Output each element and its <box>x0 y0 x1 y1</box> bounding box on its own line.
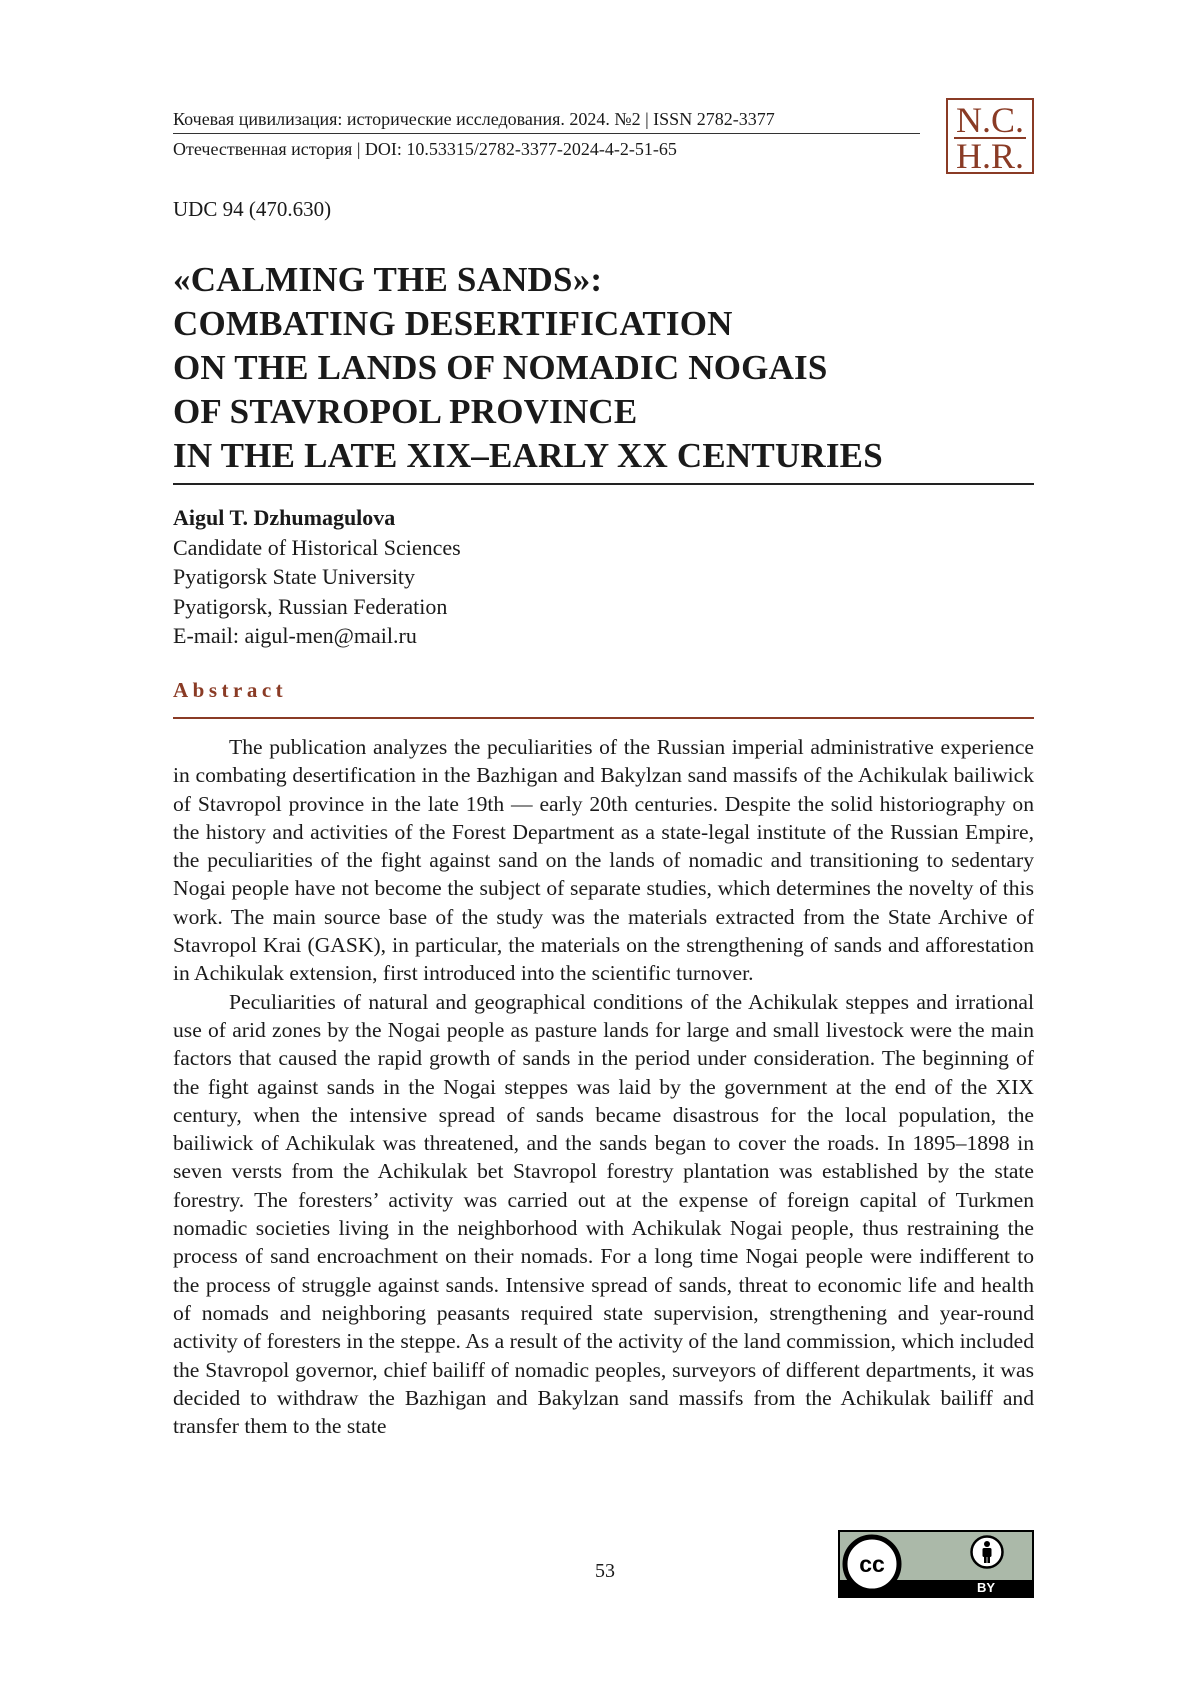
author-degree: Candidate of Historical Sciences <box>173 534 461 560</box>
abstract-paragraph: The publication analyzes the peculiarities of the Russian imperial administrative experience in combating desertification in the Bazhigan and Bakylzan sand massifs of the Achikulak bailiwick of Stavropol province in the late 19th — early 20th centuries. Despite the solid historiography on the history and activities of the Forest Department as a state-legal institute of the Russian Empire, the peculiarities of the fight against sand on the lands of nomadic and transitioning to sedentary Nogai people have not become the subject of separate studies, which determines the novelty of this work. The main source base of the study was the materials extracted from the State Archive of Stavropol Krai (GASK), in particular, the materials on the strengthening of sands and afforestation in Achikulak extension, first introduced into the scientific turnover. <box>173 735 1034 986</box>
article-title <box>173 258 1033 478</box>
running-header <box>173 106 920 162</box>
svg-text:cc: cc <box>859 1551 885 1577</box>
license-badge-inner <box>840 1532 1032 1596</box>
license-badge[interactable] <box>838 1530 1034 1598</box>
title-line: OF STAVROPOL PROVINCE <box>173 392 638 431</box>
header-divider <box>173 133 920 134</box>
title-divider <box>173 483 1034 485</box>
udc-code: UDC 94 (470.630) <box>173 197 332 221</box>
title-line: «CALMING THE SANDS»: <box>173 260 603 299</box>
abstract-body <box>173 733 1034 1440</box>
logo-line-bottom: H.R. <box>955 136 1024 176</box>
logo-line-top: N.C. <box>955 100 1024 140</box>
license-by-label: BY <box>976 1580 996 1595</box>
attribution-person-icon <box>970 1535 1004 1569</box>
journal-line: Кочевая цивилизация: исторические исследования. 2024. №2 | ISSN 2782-3377 <box>173 109 775 129</box>
cc-icon <box>842 1534 902 1594</box>
page-number: 53 <box>595 1560 615 1582</box>
abstract-paragraph: Peculiarities of natural and geographical conditions of the Achikulak steppes and irrational use of arid zones by the Nogai people as pasture lands for large and small livestock were the main factors that caused the rapid growth of sands in the period under consideration. The beginning of the fight against sands in the Nogai steppes was laid by the government at the end of the XIX century, when the intensive spread of sands became disastrous for the local population, the bailiwick of Achikulak was threatened, and the sands began to cover the roads. In 1895–1898 in seven versts from the Achikulak bet Stavropol forestry plantation was established by the state forestry. The foresters’ activity was carried out at the expense of foreign capital of Turkmen nomadic societies living in the neighborhood with Achikulak Nogai people, thus restraining the process of sand encroachment on their nomads. For a long time Nogai people were indifferent to the process of struggle against sands. Intensive spread of sands, threat to economic life and health of nomads and neighboring peasants required state supervision, strengthening and year-round activity of foresters in the steppe. As a result of the activity of the land commission, which included the Stavropol governor, chief bailiff of nomadic peoples, surveyors of different departments, it was decided to withdraw the Bazhigan and Bakylzan sand massifs from the Achikulak bailiff and transfer them to the state <box>173 989 1034 1439</box>
journal-logo <box>946 98 1034 174</box>
title-line: COMBATING DESERTIFICATION <box>173 304 733 343</box>
author-info <box>173 503 461 651</box>
title-line: IN THE LATE XIX–EARLY XX CENTURIES <box>173 436 883 475</box>
author-affiliation: Pyatigorsk State University <box>173 564 415 589</box>
title-line: ON THE LANDS OF NOMADIC NOGAIS <box>173 348 828 387</box>
author-location: Pyatigorsk, Russian Federation <box>173 593 448 619</box>
section-doi-line: Отечественная история | DOI: 10.53315/2782-3377-2024-4-2-51-65 <box>173 139 677 159</box>
abstract-divider <box>173 717 1034 719</box>
abstract-heading: Abstract <box>173 678 288 702</box>
author-email[interactable]: E-mail: aigul-men@mail.ru <box>173 623 417 648</box>
author-name: Aigul T. Dzhumagulova <box>173 505 396 530</box>
